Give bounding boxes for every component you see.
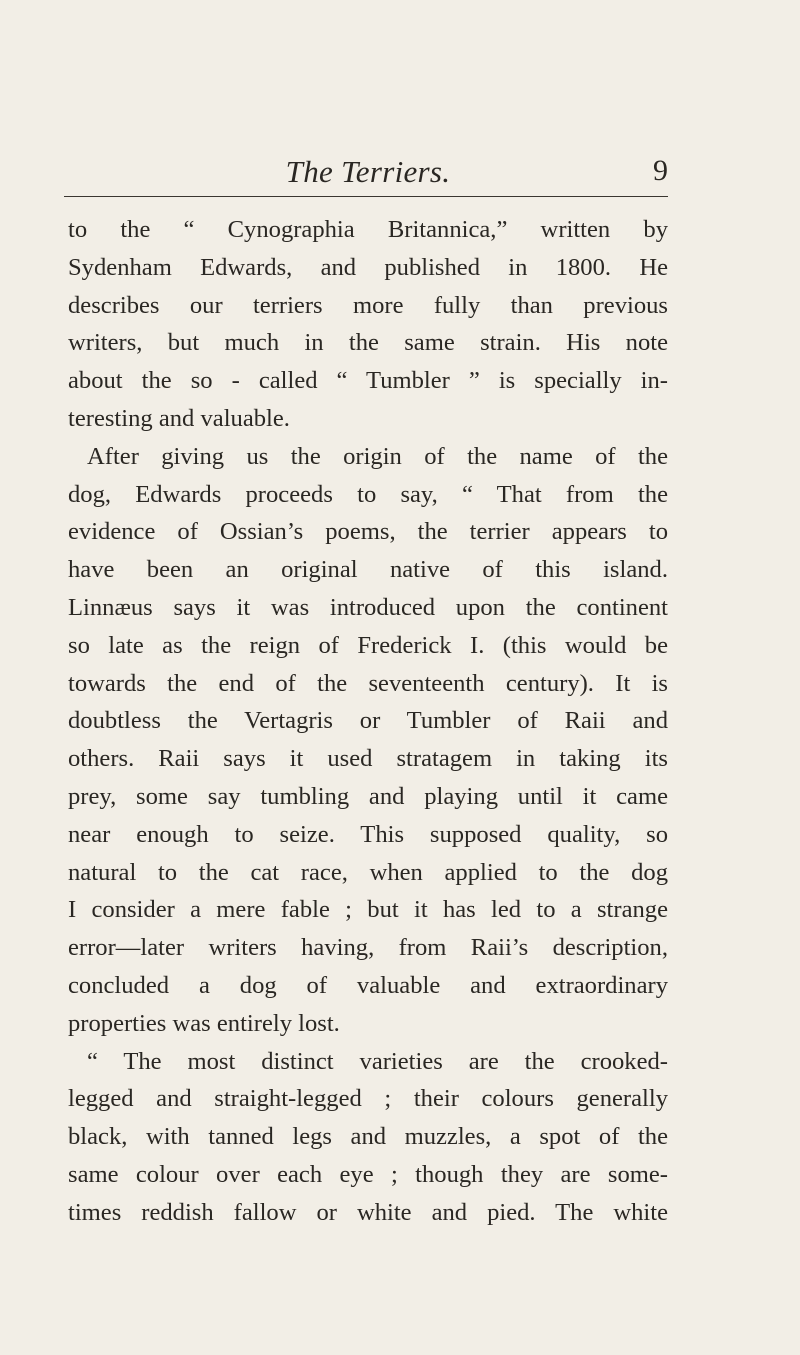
text-line: prey, some say tumbling and playing until it came [68, 782, 668, 810]
text-line: times reddish fallow or white and pied. The white [68, 1198, 668, 1226]
text-line: natural to the cat race, when applied to the dog [68, 858, 668, 886]
text-line: writers, but much in the same strain. His note [68, 329, 668, 357]
text-line: have been an original native of this island. [68, 556, 668, 584]
page-number: 9 [653, 154, 668, 187]
body-text [68, 211, 668, 1232]
text-line: same colour over each eye ; though they are some- [68, 1160, 668, 1188]
text-line: others. Raii says it used stratagem in taking its [68, 745, 668, 773]
text-line: evidence of Ossian’s poems, the terrier appears to [68, 518, 668, 546]
text-line: about the so - called “ Tumbler ” is specially in- [68, 367, 668, 395]
text-line: so late as the reign of Frederick I. (this would be [68, 631, 668, 659]
page-header [68, 154, 668, 194]
text-line: concluded a dog of valuable and extraordinary [68, 971, 668, 999]
text-line: I consider a mere fable ; but it has led to a strange [68, 896, 668, 924]
text-line: error—later writers having, from Raii’s description, [68, 934, 668, 962]
text-line: After giving us the origin of the name of the [87, 442, 668, 470]
text-line: teresting and valuable. [68, 404, 290, 432]
text-line: describes our terriers more fully than previous [68, 291, 668, 319]
text-line: Sydenham Edwards, and published in 1800. He [68, 253, 668, 281]
text-line: “ The most distinct varieties are the crooked- [87, 1047, 668, 1075]
text-line: towards the end of the seventeenth century). It is [68, 669, 668, 697]
text-line: near enough to seize. This supposed quality, so [68, 820, 668, 848]
text-line: doubtless the Vertagris or Tumbler of Raii and [68, 707, 668, 735]
header-rule [64, 196, 668, 197]
text-line: to the “ Cynographia Britannica,” written by [68, 216, 668, 243]
text-line: dog, Edwards proceeds to say, “ That from the [68, 480, 668, 508]
text-line: black, with tanned legs and muzzles, a spot of the [68, 1123, 668, 1151]
text-line: Linnæus says it was introduced upon the continent [68, 593, 668, 621]
running-title: The Terriers. [285, 154, 451, 189]
text-line: legged and straight-legged ; their colours generally [68, 1085, 668, 1113]
text-line: properties was entirely lost. [68, 1009, 340, 1037]
